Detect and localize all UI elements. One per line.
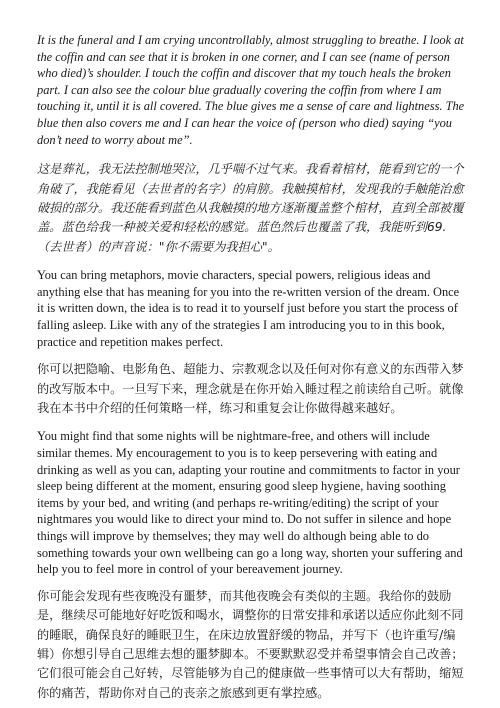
paragraph-encouragement-chinese: 你可能会发现有些夜晚没有噩梦，而其他夜晚会有类似的主题。我给你的鼓励是，继续尽可能地好好吃饭和喝水，调整你的日常安排和承诺以适应你此刻不同的睡眠，确保良好的睡眠卫生，在床边放置舒缓的物品，并写下（也许重写/编辑）你想引导自己思维去想的噩梦脚本。不要默默忍受并希望事情会自己改善；它们很可能会自己好转，尽管能够为自己的健康做一些事情可以大有帮助，缩短你的痛苦，帮助你对自己的丧亲之旅感到更有掌控感。 — [37, 588, 464, 700]
paragraph-encouragement-english: You might find that some nights will be nightmare-free, and others will include similar themes. My encouragement to you is to keep persevering with eating and drinking as well as you can, adapting your routine and commitments to factor in your sleep being different at the moment, ensuring good sleep hygiene, having soothing items by your bed, and writing (and perhaps re-writing/editing) the script of your nightmares you would like to direct your mind to. Do not suffer in silence and hope things will improve by themselves; they may well do although being able to do something towards your own wellbeing can go a long way, shorten your suffering and help you to feel more in control of your bereavement journey. — [37, 429, 463, 577]
document-page — [37, 32, 465, 703]
paragraph-dream-example-english: It is the funeral and I am crying uncontrollably, almost struggling to breathe. I look at the coffin and can see that it is broken in one corner, and I can see (name of person who died)’s shoulder. I touch the coffin and discover that my touch heals the broken part. I can also see the colour blue gradually covering the coffin from where I am touching it, until it is all covered. The blue gives me a sense of care and lightness. The blue then also covers me and I can hear the voice of (person who died) saying “you don’t need to worry about me”. — [37, 33, 465, 147]
paragraph-rewrite-english: You can bring metaphors, movie characters, special powers, religious ideas and anything else that has meaning for you into the re-written version of the dream. Once it is written down, the idea is to read it to yourself just before you start the process of falling asleep. Like with any of the strategies I am introducing you to in this book, practice and repetition makes perfect. — [37, 268, 460, 349]
paragraph-rewrite-chinese: 你可以把隐喻、电影角色、超能力、宗教观念以及任何对你有意义的东西带入梦的改写版本中。一旦写下来，理念就是在你开始入睡过程之前读给自己听。就像我在本书中介绍的任何策略一样，练习和重复会让你做得越来越好。 — [37, 362, 464, 415]
paragraph-dream-example-chinese: 这是葬礼，我无法控制地哭泣，几乎喘不过气来。我看着棺材，能看到它的一个角破了，我能看见（去世者的名字）的肩膀。我触摸棺材，发现我的手触能治愈破损的部分。我还能看到蓝色从我触摸的地方逐渐覆盖整个棺材，直到全部被覆盖。蓝色给我一种被关爱和轻松的感觉。蓝色然后也覆盖了我，我能听到69.（去世者）的声音说："你不需要为我担心"。 — [37, 162, 464, 254]
